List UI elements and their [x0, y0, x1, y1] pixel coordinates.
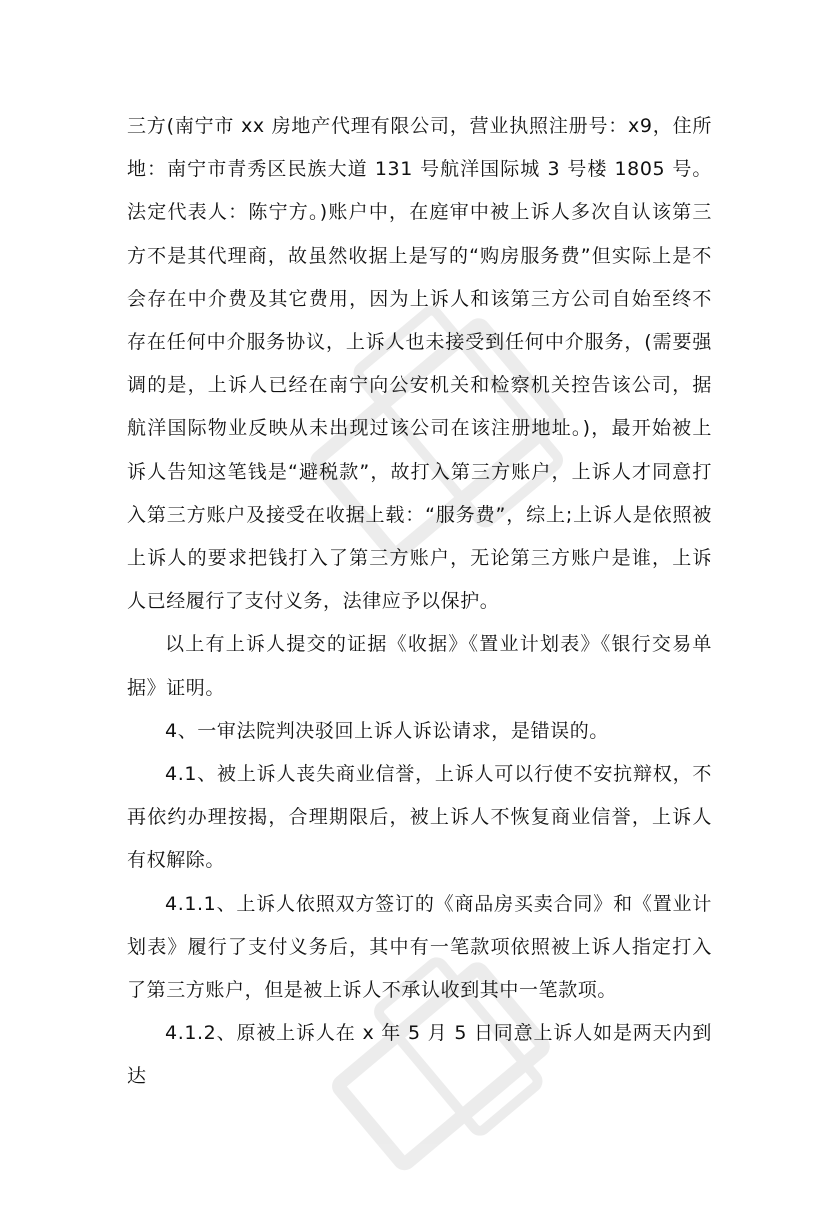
paragraph-section-4: 4、一审法院判决驳回上诉人诉讼请求，是错误的。 [165, 719, 609, 742]
paragraph-third-party-account: 三方(南宁市 xx 房地产代理有限公司，营业执照注册号：x9，住所地：南宁市青秀区民族大道 131 号航洋国际城 3 号楼 1805 号。法定代表人：陈宁方。)账户中，在庭审中被上诉人多次自认该第三方不是其代理商，故虽然收据上是写的“购房服务费”但实际上是不会存在中介费及其它费用，因为上诉人和该第三方公司自始至终不存在任何中介服务协议，上诉人也未接受到任何中介服务，(需要强调的是，上诉人已经在南宁向公安机关和检察机关控告该公司，据航洋国际物业反映从未出现过该公司在该注册地址。)，最开始被上诉人告知这笔钱是“避税款”，故打入第三方账户，上诉人才同意打入第三方账户及接受在收据上载：“服务费”，综上;上诉人是依照被上诉人的要求把钱打入了第三方账户，无论第三方账户是谁，上诉人已经履行了支付义务，法律应予以保护。 [127, 115, 712, 613]
paragraph-section-4-1-1: 4.1.1、上诉人依照双方签订的《商品房买卖合同》和《置业计划表》履行了支付义务后，其中有一笔款项依照被上诉人指定打入了第三方账户，但是被上诉人不承认收到其中一笔款项。 [127, 892, 712, 1002]
paragraph-evidence: 以上有上诉人提交的证据《收据》《置业计划表》《银行交易单据》证明。 [127, 633, 712, 699]
document-body [127, 105, 712, 1099]
paragraph-section-4-1: 4.1、被上诉人丧失商业信誉，上诉人可以行使不安抗辩权，不再依约办理按揭，合理期限后，被上诉人不恢复商业信誉，上诉人有权解除。 [127, 763, 712, 872]
paragraph-section-4-1-2: 4.1.2、原被上诉人在 x 年 5 月 5 日同意上诉人如是两天内到达 [127, 1022, 712, 1088]
